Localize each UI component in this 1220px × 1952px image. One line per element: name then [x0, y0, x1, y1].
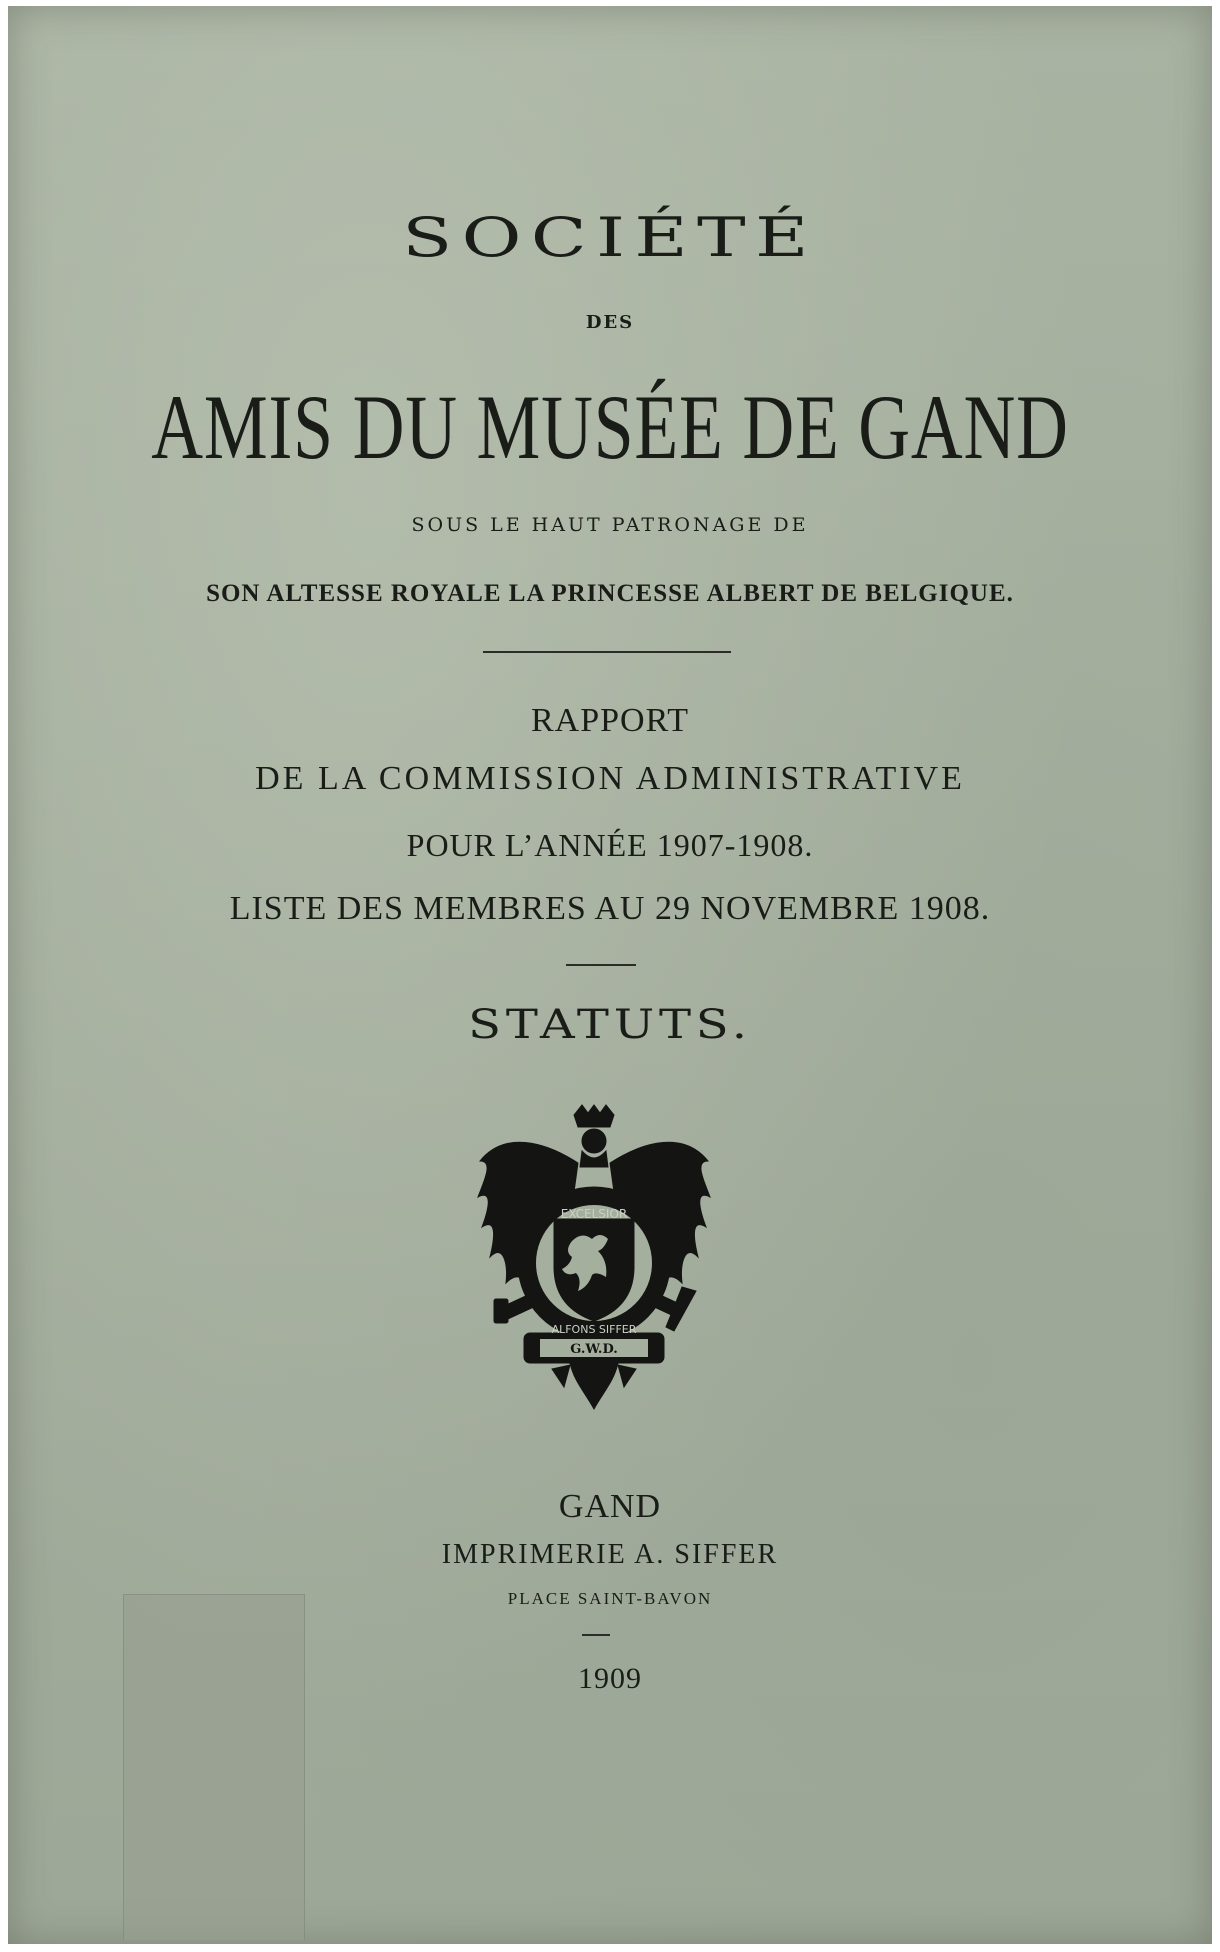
emblem-ribbon-text: G.W.D. — [570, 1342, 618, 1357]
patron-name: SON ALTESSE ROYALE LA PRINCESSE ALBERT DE BELGIQUE. — [206, 580, 1014, 607]
statutes-heading: STATUTS. — [468, 1002, 752, 1048]
commission-line: DE LA COMMISSION ADMINISTRATIVE — [255, 760, 965, 797]
imprint-city: GAND — [558, 1488, 662, 1525]
emblem-motto: EXCELSIOR — [560, 1207, 628, 1221]
patronage-line: SOUS LE HAUT PATRONAGE DE — [411, 514, 809, 536]
des-word: DES — [585, 312, 635, 333]
report-heading: RAPPORT — [530, 702, 689, 739]
members-list-line: LISTE DES MEMBRES AU 29 NOVEMBRE 1908. — [229, 890, 991, 927]
imprint-divider — [582, 1634, 610, 1636]
short-divider — [566, 964, 636, 966]
imprint-printer: IMPRIMERIE A. SIFFER — [441, 1539, 779, 1570]
society-title: SOCIÉTÉ — [402, 206, 818, 269]
book-cover — [8, 6, 1212, 1944]
library-tape-patch — [123, 1594, 305, 1940]
imprint-year: 1909 — [578, 1662, 642, 1695]
emblem-owner: ALFONS SIFFER — [551, 1323, 637, 1336]
printer-emblem-icon — [474, 1101, 714, 1411]
society-name: AMIS DU MUSÉE DE GAND — [151, 376, 1069, 478]
divider-rule — [483, 651, 731, 653]
imprint-address: PLACE SAINT-BAVON — [507, 1589, 713, 1608]
year-line: POUR L’ANNÉE 1907-1908. — [406, 827, 814, 863]
